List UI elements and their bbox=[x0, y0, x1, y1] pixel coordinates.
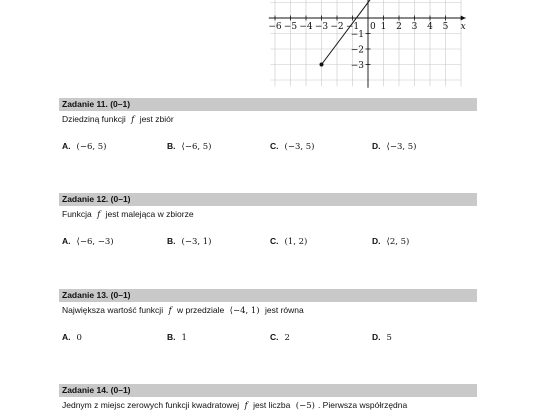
answer-letter: C. bbox=[270, 332, 279, 342]
answer-value: 2 bbox=[284, 333, 290, 343]
x-tick-label: 1 bbox=[380, 22, 387, 32]
answer-option-d[interactable] bbox=[372, 141, 416, 152]
task-13 bbox=[59, 289, 477, 344]
answer-value: (−3, 5) bbox=[284, 142, 315, 152]
answer-option-a[interactable] bbox=[62, 141, 106, 152]
x-tick-label: −6 bbox=[268, 22, 282, 32]
answer-value: (1, 2) bbox=[284, 237, 308, 247]
answer-value: 1 bbox=[181, 333, 187, 343]
question-text: . Pierwsza współrzędna bbox=[317, 400, 408, 410]
answer-letter: B. bbox=[167, 141, 176, 151]
task-question bbox=[59, 305, 477, 317]
task-header: Zadanie 13. (0–1) bbox=[59, 289, 477, 302]
function-symbol: f bbox=[97, 210, 101, 220]
answer-option-b[interactable] bbox=[167, 332, 187, 343]
question-text: jest liczba bbox=[253, 400, 291, 410]
answer-value: ⟨2, 5) bbox=[386, 237, 410, 247]
x-tick-label: 3 bbox=[411, 22, 418, 32]
x-tick-label: 4 bbox=[427, 22, 433, 32]
answer-option-c[interactable] bbox=[270, 236, 307, 247]
question-text: w przedziale bbox=[177, 305, 225, 315]
y-tick-label: −2 bbox=[350, 45, 364, 56]
answer-value: 0 bbox=[76, 333, 82, 343]
answer-options bbox=[59, 332, 477, 344]
answer-option-d[interactable] bbox=[372, 332, 392, 343]
function-symbol: f bbox=[131, 115, 135, 125]
y-tick-label: −1 bbox=[350, 30, 364, 40]
answer-option-b[interactable] bbox=[167, 141, 211, 152]
answer-value: 5 bbox=[386, 333, 392, 343]
answer-letter: A. bbox=[62, 236, 71, 246]
question-text: Jednym z miejsc zerowych funkcji kwadratowej bbox=[62, 400, 240, 410]
x-tick-label: −3 bbox=[314, 22, 329, 32]
task-14 bbox=[59, 384, 477, 412]
question-text: Dziedziną funkcji bbox=[62, 114, 126, 124]
task-12 bbox=[59, 193, 477, 248]
answer-value: ⟨−6, −3) bbox=[76, 237, 114, 247]
answer-letter: A. bbox=[62, 141, 71, 151]
answer-letter: A. bbox=[62, 332, 71, 342]
function-graph bbox=[250, 0, 480, 90]
answer-option-a[interactable] bbox=[62, 332, 82, 343]
answer-option-d[interactable] bbox=[372, 236, 409, 247]
answer-value: ⟨−3, 5) bbox=[386, 142, 417, 152]
answer-letter: C. bbox=[270, 141, 279, 151]
answer-option-b[interactable] bbox=[167, 236, 211, 247]
number-value: (−5) bbox=[295, 401, 315, 411]
question-text: Największa wartość funkcji bbox=[62, 305, 164, 315]
function-segment bbox=[322, 0, 378, 65]
task-question bbox=[59, 114, 477, 126]
answer-letter: D. bbox=[372, 236, 381, 246]
task-question bbox=[59, 209, 477, 221]
answer-option-c[interactable] bbox=[270, 141, 314, 152]
answer-letter: B. bbox=[167, 236, 176, 246]
x-axis-label: x bbox=[460, 22, 466, 32]
task-question bbox=[59, 400, 477, 412]
x-tick-label: 0 bbox=[370, 22, 376, 32]
x-tick-label: 5 bbox=[442, 22, 449, 32]
x-tick-label: −4 bbox=[299, 22, 313, 32]
answer-value: (−6, 5) bbox=[76, 142, 107, 152]
closed-point bbox=[320, 63, 324, 67]
answer-value: ⟨−6, 5) bbox=[181, 142, 212, 152]
answer-options bbox=[59, 236, 477, 248]
function-symbol: f bbox=[168, 306, 172, 316]
x-tick-label: −2 bbox=[330, 22, 344, 32]
x-axis-arrow bbox=[461, 16, 466, 21]
task-header: Zadanie 14. (0–1) bbox=[59, 384, 477, 397]
interval: ⟨−4, 1) bbox=[229, 306, 260, 316]
answer-letter: B. bbox=[167, 332, 176, 342]
function-symbol: f bbox=[244, 401, 248, 411]
answer-option-a[interactable] bbox=[62, 236, 114, 247]
x-tick-label: −5 bbox=[283, 22, 298, 32]
task-header: Zadanie 12. (0–1) bbox=[59, 193, 477, 206]
question-text: jest zbiór bbox=[139, 114, 174, 124]
graph-svg bbox=[250, 0, 480, 90]
answer-options bbox=[59, 141, 477, 153]
x-tick-label: −1 bbox=[345, 22, 360, 32]
question-text: Funkcja bbox=[62, 209, 92, 219]
answer-letter: C. bbox=[270, 236, 279, 246]
answer-value: (−3, 1) bbox=[181, 237, 212, 247]
answer-letter: D. bbox=[372, 141, 381, 151]
task-11 bbox=[59, 98, 477, 153]
x-tick-label: 2 bbox=[396, 22, 402, 32]
y-tick-label: −3 bbox=[350, 61, 364, 71]
task-header: Zadanie 11. (0–1) bbox=[59, 98, 477, 111]
answer-option-c[interactable] bbox=[270, 332, 290, 343]
answer-letter: D. bbox=[372, 332, 381, 342]
question-text: jest malejąca w zbiorze bbox=[105, 209, 194, 219]
question-text: jest równa bbox=[264, 305, 304, 315]
